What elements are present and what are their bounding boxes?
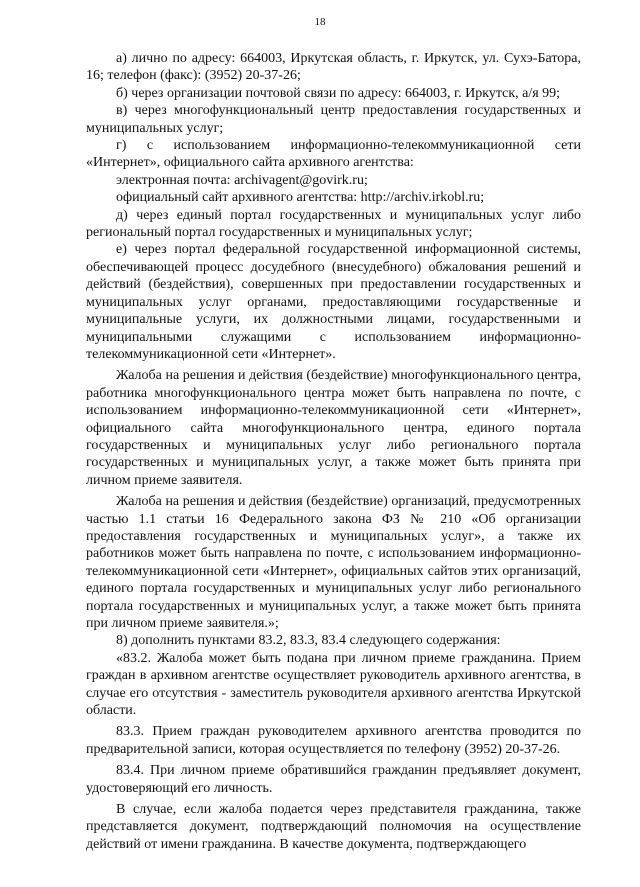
paragraph-83-4: 83.4. При личном приеме обратившийся гражданин предъявляет документ, удостоверяющий его личность. (86, 763, 581, 796)
paragraph-representative: В случае, если жалоба подается через представителя гражданина, также представляется документ, подтверждающий полномочия на осуществление действий от имени гражданина. В качестве документа, подтверждающего (86, 802, 581, 852)
paragraph-item-v: в) через многофункциональный центр предоставления государственных и муниципальных услуг; (86, 103, 581, 136)
paragraph-item-a: а) лично по адресу: 664003, Иркутская область, г. Иркутск, ул. Сухэ-Батора, 16; телефон (факс): (3952) 20-37-26; (86, 51, 581, 84)
paragraph-website: официальный сайт архивного агентства: http://archiv.irkobl.ru; (116, 190, 485, 206)
paragraph-mfc-complaint: Жалоба на решения и действия (бездействие) многофункционального центра, работника многофункционального центра может быть направлена по почте, с использованием информационно-телекоммуникационной сети «Интернет», официального сайта многофункционального центра, единого портала государственных и муниципальных услуг либо регионального портала государственных и муниципальных услуг, а также может быть принята при личном приеме заявителя. (86, 368, 581, 488)
paragraph-item-b: б) через организации почтовой связи по адресу: 664003, г. Иркутск, а/я 99; (116, 85, 561, 101)
paragraph-item-g: г) с использованием информационно-телекоммуникационной сети «Интернет», официального сайта архивного агентства: (86, 138, 581, 171)
document-body (86, 50, 581, 853)
paragraph-amendment-8: 8) дополнить пунктами 83.2, 83.3, 83.4 следующего содержания: (116, 633, 501, 649)
paragraph-item-d: д) через единый портал государственных и муниципальных услуг либо региональный портал государственных и муниципальных услуг; (86, 207, 581, 241)
paragraph-email: электронная почта: archivagent@govirk.ru; (116, 172, 368, 188)
paragraph-item-e: е) через портал федеральной государственной информационной системы, обеспечивающей процесс досудебного (внесудебного) обжалования решений и действий (бездействия), совершенных при предоставлении государственных и муниципальных услуг органами, предоставляющими государственные и муниципальные услуги, их должностными лицами, государственными и муниципальными служащими с использованием информационно-телекоммуникационной сети «Интернет». (86, 242, 581, 362)
paragraph-83-2: «83.2. Жалоба может быть подана при личном приеме гражданина. Прием граждан в архивном агентстве осуществляет руководитель архивного агентства, в случае его отсутствия - заместитель руководителя архивного агентства Иркутской области. (86, 650, 581, 719)
paragraph-83-3: 83.3. Прием граждан руководителем архивного агентства проводится по предварительной записи, которая осуществляется по телефону (3952) 20-37-26. (86, 724, 581, 757)
page-number: 18 (314, 16, 326, 28)
paragraph-org-complaint: Жалоба на решения и действия (бездействие) организаций, предусмотренных частью 1.1 статьи 16 Федерального закона ФЗ № 210 «Об организации предоставления государственных и муниципальных услуг», а также их работников может быть направлена по почте, с использованием информационно-телекоммуникационной сети «Интернет», официальных сайтов этих организаций, единого портала государственных и муниципальных услуг либо регионального портала государственных и муниципальных услуг, а также может быть принята при личном приеме заявителя.»; (86, 494, 581, 631)
